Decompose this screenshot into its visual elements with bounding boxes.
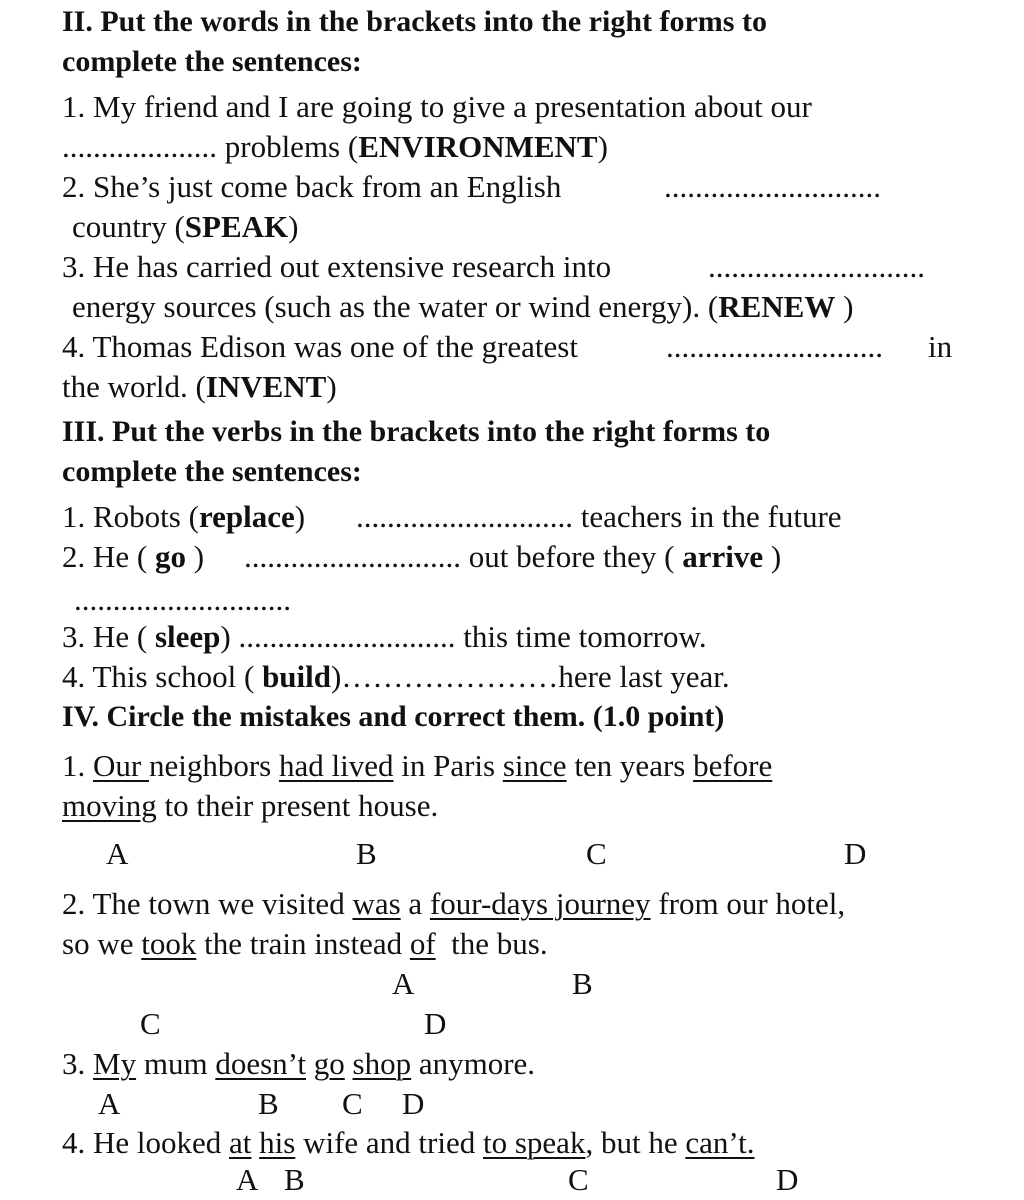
s4-q1-letter-b: B xyxy=(356,836,377,871)
s3-q1-rest xyxy=(356,497,842,537)
option-b-text: his xyxy=(259,1125,296,1160)
sentence-text: ) xyxy=(294,499,306,534)
s2-q3-line1: 3. He has carried out extensive research into xyxy=(62,249,612,284)
answer-blank: ............................ xyxy=(244,539,461,574)
s3-q3 xyxy=(62,617,707,657)
sentence-text: so we xyxy=(62,926,142,961)
sentence-text xyxy=(251,1125,259,1160)
sentence-text: neighbors xyxy=(148,748,279,783)
sentence-text: 4. This school ( xyxy=(62,659,263,694)
option-a-text: My xyxy=(93,1046,137,1081)
verb: sleep xyxy=(154,619,221,654)
s2-q1-line2 xyxy=(62,127,608,167)
option-b-text: had lived xyxy=(278,748,394,783)
sentence-text xyxy=(345,1046,353,1081)
section-4-heading: IV. Circle the mistakes and correct them. (1.0 point) xyxy=(62,700,725,733)
section-3-heading-line1: III. Put the verbs in the brackets into the right forms to xyxy=(62,415,771,448)
sentence-text: in Paris xyxy=(393,748,503,783)
sentence-text: ) xyxy=(763,539,782,574)
keyword: INVENT xyxy=(205,369,327,404)
s4-q2-line1 xyxy=(62,884,845,924)
s4-q4-letter-c: C xyxy=(568,1162,589,1197)
sentence-text: ) xyxy=(326,369,337,404)
sentence-text: out before they ( xyxy=(461,539,683,574)
sentence-text: to their present house. xyxy=(156,788,439,823)
sentence-text: , but he xyxy=(585,1125,686,1160)
sentence-text: ) xyxy=(331,659,342,694)
s4-q3-letter-d: D xyxy=(402,1086,425,1121)
s4-q4-letter-b: B xyxy=(284,1162,305,1197)
sentence-text: ) xyxy=(835,289,854,324)
option-d-text: can’t. xyxy=(685,1125,755,1160)
s4-q4-line1 xyxy=(62,1123,754,1163)
option-c-text: since xyxy=(502,748,567,783)
sentence-text: teachers in the future xyxy=(573,499,842,534)
section-3-heading-line2: complete the sentences: xyxy=(62,455,362,488)
s2-q3-line2 xyxy=(72,287,853,327)
sentence-text: anymore. xyxy=(411,1046,536,1081)
option-c-text: go xyxy=(313,1046,345,1081)
sentence-text: ) xyxy=(288,209,299,244)
s4-q1-letter-c: C xyxy=(586,836,607,871)
section-2-heading-line2: complete the sentences: xyxy=(62,45,362,78)
keyword: ENVIRONMENT xyxy=(358,129,598,164)
s4-q4-letter-a: A xyxy=(236,1162,259,1197)
sentence-text: the train instead xyxy=(196,926,410,961)
verb: replace xyxy=(198,499,295,534)
s2-q4-line1: 4. Thomas Edison was one of the greatest xyxy=(62,329,578,364)
s4-q3-line1 xyxy=(62,1044,535,1084)
keyword: SPEAK xyxy=(184,209,289,244)
s4-q1-line1 xyxy=(62,746,772,786)
sentence-text xyxy=(306,1046,314,1081)
s2-q4-in: in xyxy=(928,329,953,364)
s4-q1-letter-a: A xyxy=(106,836,129,871)
s4-q4-letter-d: D xyxy=(776,1162,799,1197)
option-b-text: doesn’t xyxy=(215,1046,307,1081)
sentence-text: energy sources (such as the water or wind energy). ( xyxy=(72,289,719,324)
option-c-text: took xyxy=(141,926,197,961)
underlined-word: moving xyxy=(62,788,157,823)
s2-q2-blank: ............................ xyxy=(664,169,881,204)
verb: go xyxy=(154,539,186,574)
s4-q3-letter-c: C xyxy=(342,1086,363,1121)
sentence-text: ) xyxy=(597,129,608,164)
sentence-text: country ( xyxy=(72,209,185,244)
s3-q1 xyxy=(62,497,305,537)
option-a-text: was xyxy=(352,886,401,921)
sentence-text: 2. He ( xyxy=(62,539,155,574)
s2-q2-line1: 2. She’s just come back from an English xyxy=(62,169,562,204)
sentence-text: from our hotel, xyxy=(650,886,846,921)
s4-q2-letter-c: C xyxy=(140,1006,161,1041)
s2-q1-line1: 1. My friend and I are going to give a presentation about our xyxy=(62,89,812,124)
sentence-text: 4. He looked xyxy=(62,1125,230,1160)
sentence-text: this time tomorrow. xyxy=(455,619,707,654)
s4-q2-letter-a: A xyxy=(392,966,415,1001)
sentence-text: 1. Robots ( xyxy=(62,499,199,534)
sentence-text: problems ( xyxy=(217,129,359,164)
verb: arrive xyxy=(682,539,764,574)
keyword: RENEW xyxy=(718,289,836,324)
verb: build xyxy=(262,659,332,694)
s4-q3-letter-b: B xyxy=(258,1086,279,1121)
s4-q2-line2 xyxy=(62,924,548,964)
s3-q2 xyxy=(62,537,204,577)
sentence-text: ten years xyxy=(566,748,694,783)
option-d-text: shop xyxy=(352,1046,412,1081)
sentence-text: 2. The town we visited xyxy=(62,886,353,921)
s3-q2-blank2: ............................ xyxy=(74,582,291,617)
s4-q1-letter-d: D xyxy=(844,836,867,871)
sentence-text: mum xyxy=(136,1046,216,1081)
s2-q4-blank: ............................ xyxy=(666,329,883,364)
sentence-text: the world. ( xyxy=(62,369,206,404)
answer-blank: ………………… xyxy=(341,659,559,694)
sentence-text: here last year. xyxy=(558,659,730,694)
option-d-text: of xyxy=(409,926,436,961)
option-a-text: Our xyxy=(93,748,149,783)
s4-q1-line2 xyxy=(62,786,438,826)
option-a-text: at xyxy=(229,1125,252,1160)
sentence-text: 3. He ( xyxy=(62,619,155,654)
s2-q2-line2 xyxy=(72,207,298,247)
s4-q2-letter-d: D xyxy=(424,1006,447,1041)
sentence-text: wife and tried xyxy=(295,1125,483,1160)
sentence-text: ) xyxy=(185,539,205,574)
sentence-text: the bus. xyxy=(435,926,548,961)
sentence-text: a xyxy=(400,886,430,921)
option-b-text: four-days journey xyxy=(429,886,651,921)
s3-q2-rest xyxy=(244,537,781,577)
s2-q3-blank: ............................ xyxy=(708,249,925,284)
s4-q3-letter-a: A xyxy=(98,1086,121,1121)
s4-q2-letter-b: B xyxy=(572,966,593,1001)
option-d-text: before xyxy=(693,748,773,783)
sentence-text: 1. xyxy=(62,748,93,783)
answer-blank: ............................ xyxy=(356,499,573,534)
sentence-text: ) xyxy=(220,619,239,654)
sentence-text: 3. xyxy=(62,1046,93,1081)
answer-blank: ............................ xyxy=(238,619,456,654)
s2-q4-line2 xyxy=(62,367,337,407)
answer-blank: .................... xyxy=(62,129,217,164)
section-2-heading-line1: II. Put the words in the brackets into the right forms to xyxy=(62,5,767,38)
s3-q4 xyxy=(62,657,730,697)
option-c-text: to speak xyxy=(483,1125,586,1160)
